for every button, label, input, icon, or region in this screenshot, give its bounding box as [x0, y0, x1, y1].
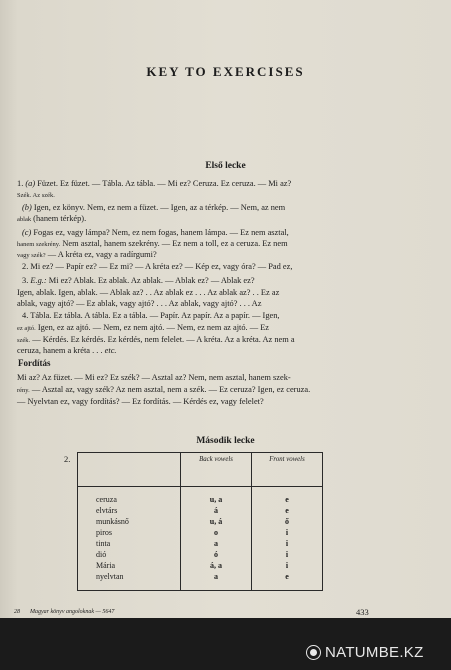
text-segment: ablak, vagy ajtó? — Ez ablak, vagy ajtó? . . . Az ablak, vagy ajtó? . . . Az — [17, 299, 262, 308]
text-segment: rény. — [17, 387, 30, 394]
text-segment: etc. — [104, 346, 117, 355]
text-segment: — Nyelvtan ez, vagy fordítás? — Ez fordítás. — Kérdés ez, vagy felelet? — [17, 397, 264, 406]
lesson1-line — [17, 322, 437, 334]
text-segment: E.g.: — [30, 276, 47, 285]
text-segment: Fogas ez, vagy lámpa? Nem, ez nem fogas, hanem lámpa. — Ez nem asztal, — [31, 228, 289, 237]
lesson1-line — [17, 178, 437, 189]
cell-front: ő — [252, 516, 323, 527]
exercise-number: 2. — [64, 454, 71, 464]
cell-front: i — [252, 538, 323, 549]
lesson1-line — [17, 249, 437, 261]
cell-front: e — [252, 487, 323, 506]
lesson1-line — [22, 310, 442, 321]
cell-word: munkásnő — [78, 516, 181, 527]
table-header-blank — [78, 453, 181, 487]
text-segment: — Asztal az, vagy szék? Az nem asztal, nem a szék. — Ez ceruza? Igen, ez ceruza. — [29, 385, 311, 394]
lesson1-line — [17, 298, 437, 309]
watermark — [306, 644, 424, 661]
text-segment: 2. Mi ez? — Papír ez? — Ez mi? — A kréta ez? — Kép ez, vagy óra? — Pad ez, — [22, 262, 293, 271]
table-header-front: Front vowels — [252, 453, 323, 487]
text-segment: — Kérdés. Ez kérdés. Ez kérdés, nem felelet. — A kréta. Az a kréta. Az nem a — [30, 335, 295, 344]
cell-word: elvtárs — [78, 505, 181, 516]
text-segment: hanem szekrény. — [17, 241, 61, 248]
text-segment: Igen, ez az ajtó. — Nem, ez nem ajtó. — Nem, ez nem az ajtó. — Ez — [35, 323, 270, 332]
watermark-text: NATUMBE.KZ — [325, 644, 424, 661]
text-segment: ceruza, hanem a kréta . . . — [17, 346, 105, 355]
cell-word: tinta — [78, 538, 181, 549]
text-segment: Mi az? Az füzet. — Mi ez? Ez szék? — Asztal az? Nem, nem asztal, hanem szek- — [17, 373, 291, 382]
table-row — [78, 571, 323, 591]
forditas-line — [17, 384, 437, 396]
cell-back: a — [181, 571, 252, 591]
watermark-logo-icon — [306, 645, 321, 660]
text-segment: ez ajtó. — [17, 325, 36, 332]
lesson-heading-2: Második lecke — [196, 436, 255, 446]
cell-word: dió — [78, 549, 181, 560]
cell-back: u, á — [181, 516, 252, 527]
cell-front: e — [252, 505, 323, 516]
lesson-heading-1: Első lecke — [205, 161, 246, 171]
table-header-back: Back vowels — [181, 453, 252, 487]
lesson1-line — [22, 261, 442, 272]
lesson1-line — [22, 202, 442, 213]
text-segment: Szék. Az szék. — [17, 192, 55, 199]
cell-front: i — [252, 549, 323, 560]
text-segment: 3. — [22, 276, 31, 285]
table-row — [78, 487, 323, 506]
table-row — [78, 516, 323, 527]
text-segment: (b) — [22, 203, 32, 212]
text-segment: — A kréta ez, vagy a radírgumi? — [45, 250, 157, 259]
text-segment: szék. — [17, 337, 31, 344]
cell-back: o — [181, 527, 252, 538]
cell-back: ó — [181, 549, 252, 560]
table-row — [78, 560, 323, 571]
text-segment: (a) — [25, 179, 36, 188]
cell-front: i — [252, 527, 323, 538]
page-number: 433 — [356, 607, 369, 617]
lesson1-line — [17, 345, 437, 356]
cell-front: i — [252, 560, 323, 571]
table-row — [78, 527, 323, 538]
lesson1-line — [17, 213, 437, 225]
page-title: KEY TO EXERCISES — [146, 64, 305, 79]
lesson1-line — [17, 287, 437, 298]
text-segment: Igen, ez könyv. Nem, ez nem a füzet. — Igen, az a térkép. — Nem, az nem — [31, 203, 286, 212]
footer-signature: 28 — [14, 609, 20, 615]
text-segment: ablak — [17, 216, 32, 223]
table-row — [78, 538, 323, 549]
table-row — [78, 549, 323, 560]
lesson1-line — [22, 275, 442, 286]
text-segment: Füzet. Ez füzet. — Tábla. Az tábla. — Mi ez? Ceruza. Ez ceruza. — Mi az? — [35, 179, 292, 188]
text-segment: (c) — [22, 228, 32, 237]
footer-book-line: Magyar könyv angoloknak — 5647 — [30, 609, 115, 615]
text-segment: Igen, ablak. Igen, ablak. — Ablak az? . . Az ablak ez . . . Az ablak az? . . Ez az — [17, 288, 280, 297]
cell-word: ceruza — [78, 487, 181, 506]
cell-word: Mária — [78, 560, 181, 571]
text-segment: vagy szék? — [17, 252, 46, 259]
cell-back: á, a — [181, 560, 252, 571]
cell-word: nyelvtan — [78, 571, 181, 591]
forditas-line — [17, 372, 437, 383]
cell-front: e — [252, 571, 323, 591]
lesson1-line — [17, 189, 437, 201]
text-segment: 1. — [17, 179, 26, 188]
forditas-line — [17, 396, 437, 407]
section-heading-forditas: Fordítás — [18, 358, 51, 368]
text-segment: 4. Tábla. Ez tábla. A tábla. Ez a tábla. — Papír. Az papír. Az a papír. — Igen, — [22, 311, 280, 320]
text-segment: Mi ez? Ablak. Ez ablak. Az ablak. — Ablak ez? — Ablak ez? — [46, 276, 255, 285]
cell-back: u, a — [181, 487, 252, 506]
lesson1-line — [22, 227, 442, 238]
cell-back: a — [181, 538, 252, 549]
cell-word: piros — [78, 527, 181, 538]
text-segment: (hanem térkép). — [31, 214, 87, 223]
cell-back: á — [181, 505, 252, 516]
vowel-table — [77, 452, 323, 591]
table-row — [78, 505, 323, 516]
text-segment: Nem asztal, hanem szekrény. — Ez nem a toll, ez a ceruza. Ez nem — [60, 239, 288, 248]
